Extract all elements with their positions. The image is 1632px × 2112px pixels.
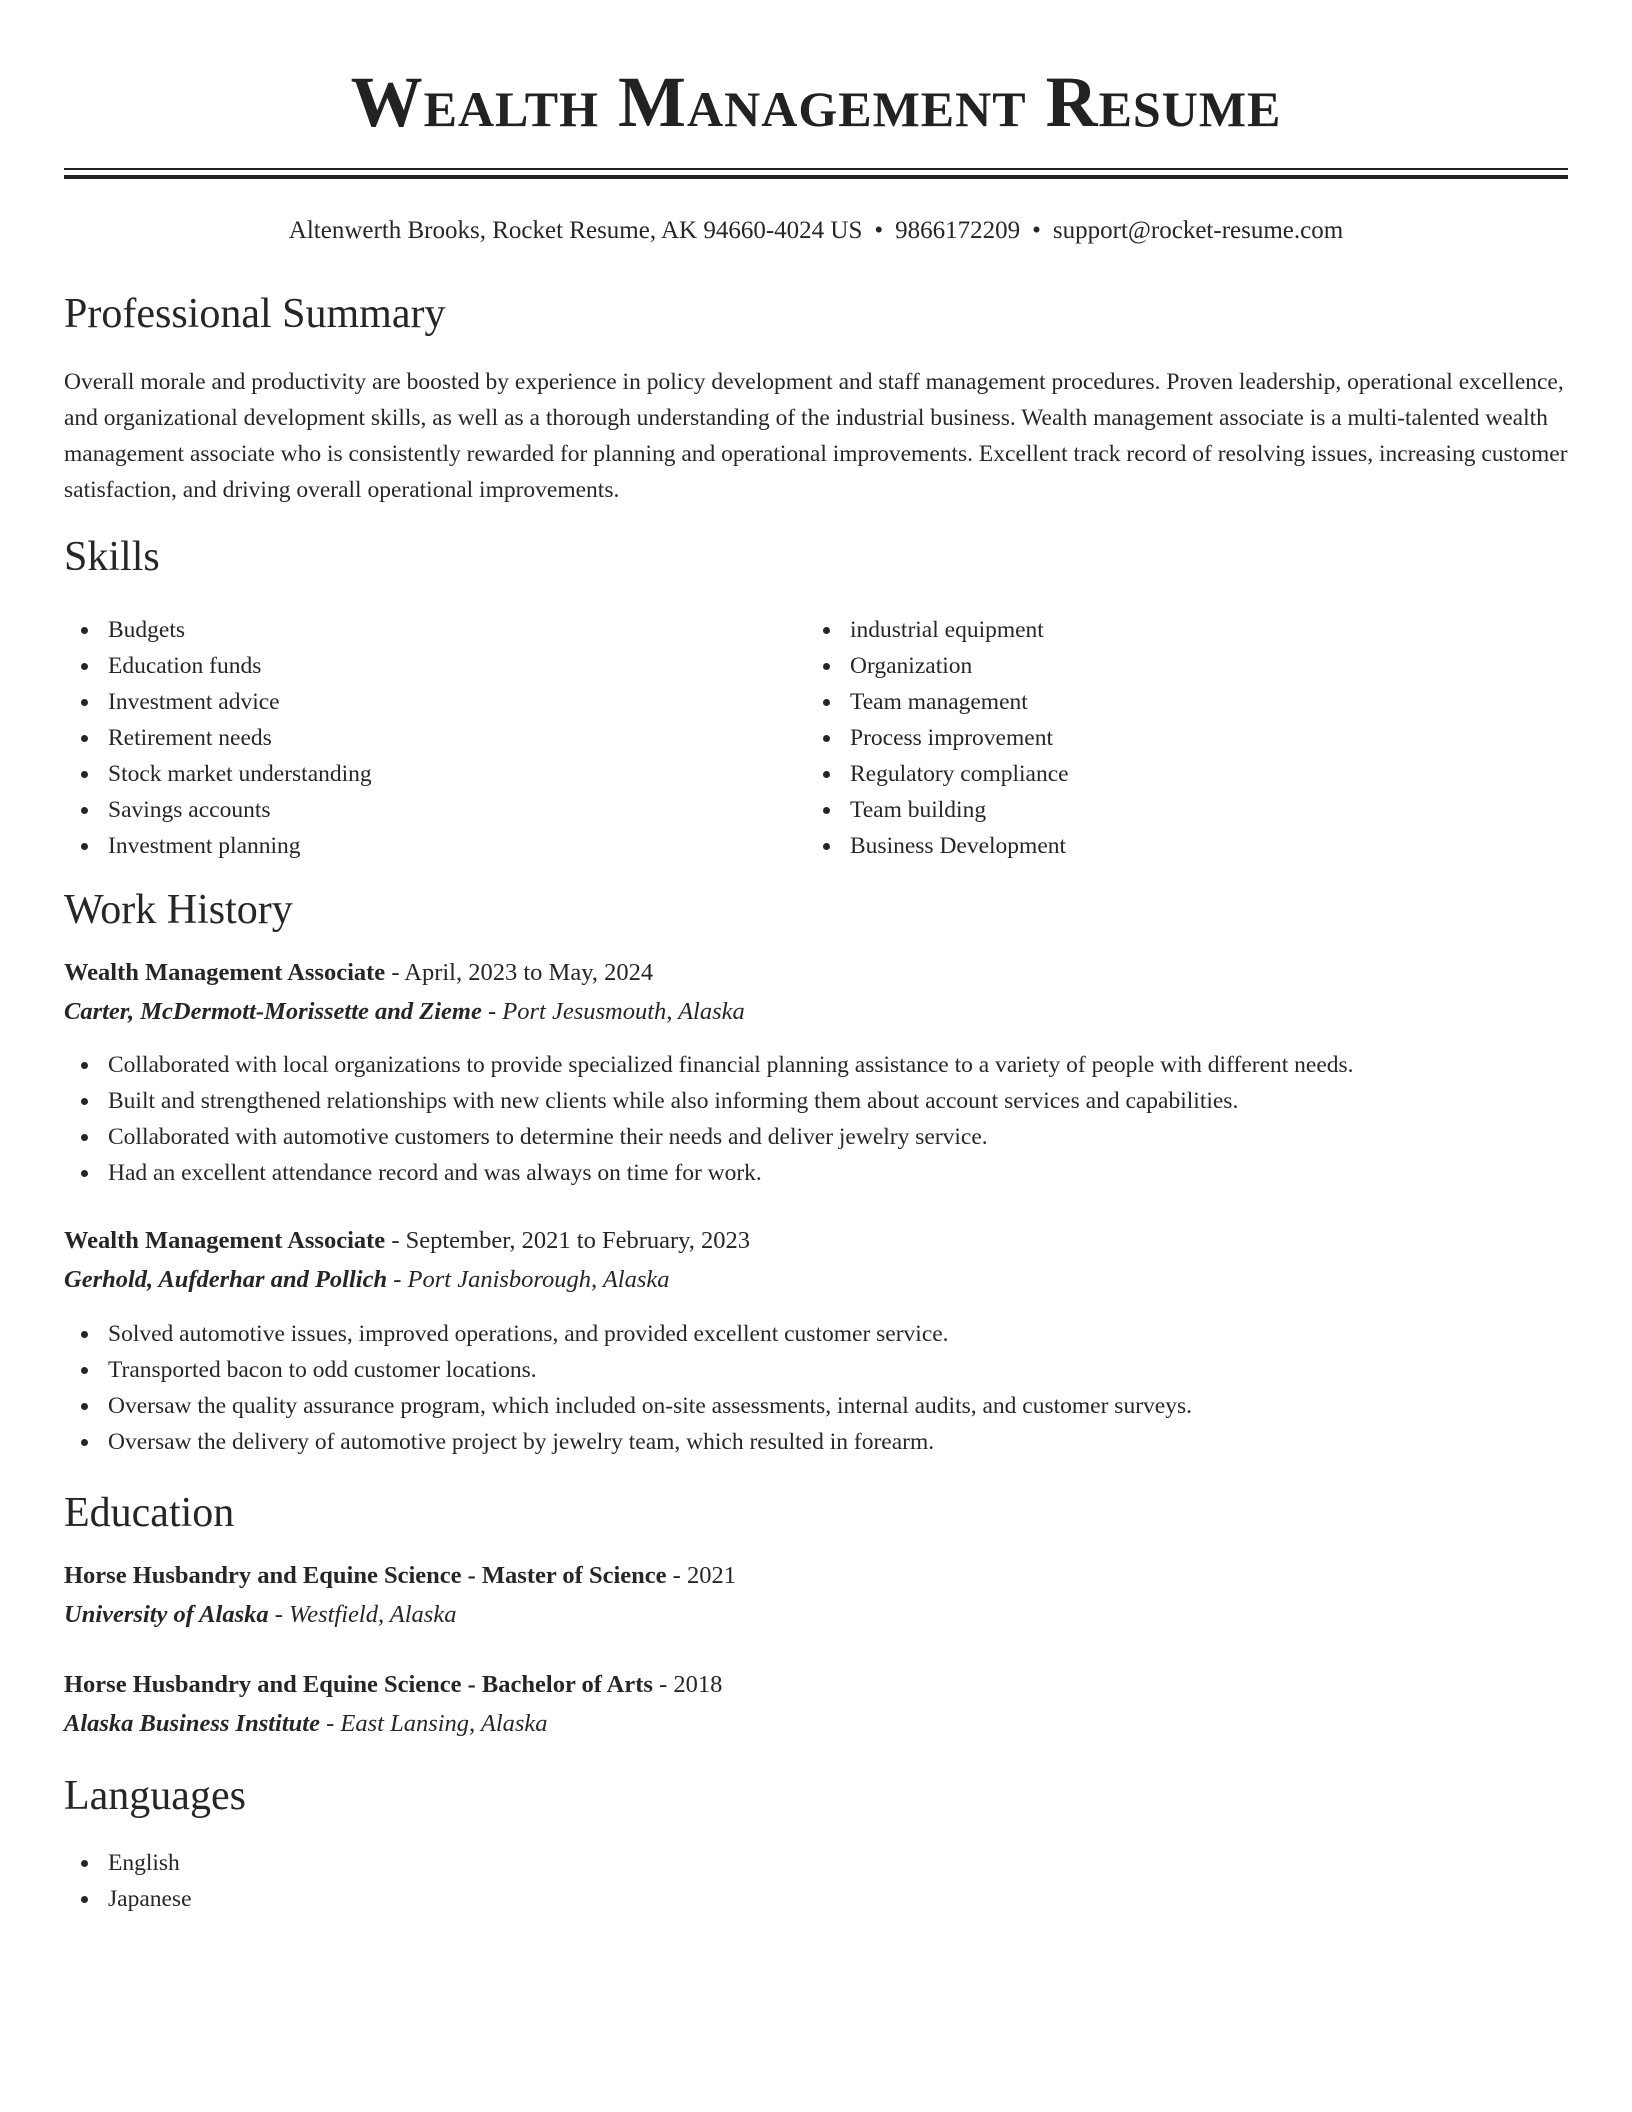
languages-heading: Languages <box>64 1773 246 1819</box>
job-dates: April, 2023 to May, 2024 <box>404 959 654 986</box>
job-duty: Oversaw the quality assurance program, which included on-site assessments, internal audits, and customer surveys. <box>64 1388 1568 1424</box>
job-duty: Collaborated with local organizations to provide specialized financial planning assistance to a variety of people with different needs. <box>64 1047 1568 1083</box>
skill-item: Retirement needs <box>64 720 764 756</box>
language-item: English <box>64 1845 1568 1881</box>
resume-title: Wealth Management Resume <box>350 62 1282 142</box>
contact-address: Altenwerth Brooks, Rocket Resume, AK 94660-4024 US <box>288 217 863 244</box>
job-title: Wealth Management Associate <box>64 959 386 986</box>
education-location: Westfield, Alaska <box>289 1601 457 1628</box>
job-duties <box>64 1316 1568 1460</box>
title-rule-top <box>64 168 1568 170</box>
job-company-line <box>64 994 1568 1030</box>
work-heading: Work History <box>64 887 293 933</box>
job-location: Port Jesusmouth, Alaska <box>502 998 745 1025</box>
dash: - <box>659 1671 668 1698</box>
skill-item: Stock market understanding <box>64 756 764 792</box>
education-degree: Horse Husbandry and Equine Science - Bachelor of Arts <box>64 1671 653 1698</box>
job-duty: Had an excellent attendance record and was always on time for work. <box>64 1155 1568 1191</box>
contact-line <box>64 215 1568 247</box>
job-title: Wealth Management Associate <box>64 1227 386 1254</box>
education-degree-line <box>64 1667 1568 1703</box>
contact-email: support@rocket-resume.com <box>1052 217 1344 244</box>
education-school-line <box>64 1706 1568 1742</box>
job-location: Port Janisborough, Alaska <box>407 1266 670 1293</box>
contact-phone: 9866172209 <box>895 217 1021 244</box>
skill-item: Budgets <box>64 612 764 648</box>
education-location: East Lansing, Alaska <box>340 1710 548 1737</box>
education-school-line <box>64 1597 1568 1633</box>
skill-item: Process improvement <box>806 720 1506 756</box>
job-duty: Oversaw the delivery of automotive project by jewelry team, which resulted in forearm. <box>64 1424 1568 1460</box>
dash: - <box>326 1710 335 1737</box>
skill-item: Investment advice <box>64 684 764 720</box>
skill-item: Regulatory compliance <box>806 756 1506 792</box>
skill-item: industrial equipment <box>806 612 1506 648</box>
job-duty: Transported bacon to odd customer locations. <box>64 1352 1568 1388</box>
job-title-line <box>64 955 1568 991</box>
skill-item: Business Development <box>806 828 1506 864</box>
skill-item: Team management <box>806 684 1506 720</box>
dash: - <box>393 1266 402 1293</box>
education-year: 2021 <box>686 1562 736 1589</box>
dash: - <box>672 1562 681 1589</box>
skills-list-left <box>64 612 764 864</box>
dash: - <box>391 959 400 986</box>
job-title-line <box>64 1223 1568 1259</box>
job-duty: Collaborated with automotive customers to determine their needs and deliver jewelry service. <box>64 1119 1568 1155</box>
language-item: Japanese <box>64 1881 1568 1917</box>
job-duty: Solved automotive issues, improved operations, and provided excellent customer service. <box>64 1316 1568 1352</box>
job-company: Carter, McDermott-Morissette and Zieme <box>64 998 482 1025</box>
job-duties <box>64 1047 1568 1191</box>
contact-separator: • <box>1032 217 1041 244</box>
title-rule-bottom <box>64 175 1568 179</box>
job-duty: Built and strengthened relationships with new clients while also informing them about account services and capabilities. <box>64 1083 1568 1119</box>
skill-item: Investment planning <box>64 828 764 864</box>
dash: - <box>274 1601 283 1628</box>
education-year: 2018 <box>673 1671 723 1698</box>
skill-item: Team building <box>806 792 1506 828</box>
contact-separator: • <box>874 217 884 244</box>
job-dates: September, 2021 to February, 2023 <box>405 1227 751 1254</box>
education-school: Alaska Business Institute <box>64 1710 320 1737</box>
job-company: Gerhold, Aufderhar and Pollich <box>64 1266 388 1293</box>
summary-heading: Professional Summary <box>64 291 446 337</box>
education-heading: Education <box>64 1490 235 1536</box>
education-school: University of Alaska <box>64 1601 269 1628</box>
dash: - <box>391 1227 400 1254</box>
resume-page <box>64 0 1568 1912</box>
skills-list-right <box>806 612 1506 864</box>
skill-item: Education funds <box>64 648 764 684</box>
skill-item: Savings accounts <box>64 792 764 828</box>
summary-text: Overall morale and productivity are boosted by experience in policy development and staff management procedures. Proven leadership, operational excellence, and organizational development skills, as well as a thorough understanding of the industrial business. Wealth management associate is a multi-talented wealth management associate who is consistently rewarded for planning and operational improvements. Excellent track record of resolving issues, increasing customer satisfaction, and driving overall operational improvements. <box>64 369 1568 503</box>
education-degree: Horse Husbandry and Equine Science - Master of Science <box>64 1562 667 1589</box>
job-company-line <box>64 1262 1568 1298</box>
languages-list <box>64 1845 1568 1917</box>
skill-item: Organization <box>806 648 1506 684</box>
education-degree-line <box>64 1558 1568 1594</box>
skills-heading: Skills <box>64 534 160 580</box>
dash: - <box>487 998 497 1025</box>
